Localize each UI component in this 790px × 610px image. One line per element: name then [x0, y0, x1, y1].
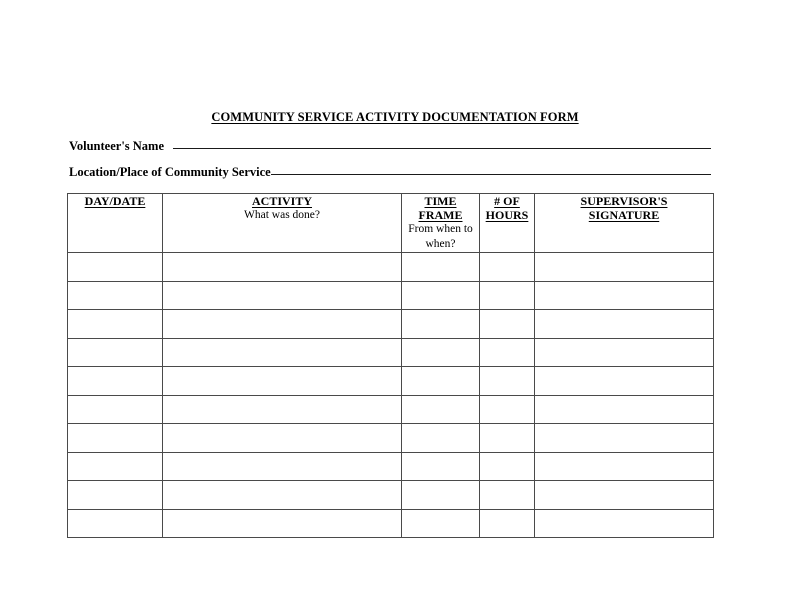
table-cell-hours[interactable] [480, 481, 535, 510]
column-header-activity-text: ACTIVITY [251, 194, 312, 208]
table-cell-hours[interactable] [480, 310, 535, 339]
table-row [68, 310, 714, 339]
table-cell-activity[interactable] [163, 281, 402, 310]
table-cell-hours[interactable] [480, 424, 535, 453]
table-row [68, 452, 714, 481]
column-header-time-frame-subtext-line1: From when to [408, 223, 473, 236]
table-cell-time-frame[interactable] [402, 253, 480, 282]
column-header-supervisor-line2: SIGNATURE [588, 208, 660, 223]
column-header-hours-line2: HOURS [485, 208, 529, 223]
column-header-day-date [68, 194, 163, 253]
column-header-time-frame-subtext-line2: when? [425, 237, 456, 250]
table-cell-day-date[interactable] [68, 481, 163, 510]
table-cell-activity[interactable] [163, 395, 402, 424]
page-title-text: COMMUNITY SERVICE ACTIVITY DOCUMENTATION FORM [211, 110, 579, 124]
activity-log-table [67, 193, 714, 538]
table-cell-hours[interactable] [480, 253, 535, 282]
column-header-supervisor-line1: SUPERVISOR'S [580, 194, 668, 208]
table-row [68, 395, 714, 424]
table-cell-time-frame[interactable] [402, 424, 480, 453]
table-cell-supervisor[interactable] [535, 424, 714, 453]
table-cell-activity[interactable] [163, 509, 402, 538]
table-row [68, 367, 714, 396]
table-cell-activity[interactable] [163, 367, 402, 396]
table-cell-day-date[interactable] [68, 424, 163, 453]
table-cell-time-frame[interactable] [402, 509, 480, 538]
table-cell-day-date[interactable] [68, 281, 163, 310]
table-cell-time-frame[interactable] [402, 281, 480, 310]
table-header-row [68, 194, 714, 253]
table-cell-supervisor[interactable] [535, 338, 714, 367]
table-cell-day-date[interactable] [68, 395, 163, 424]
table-row [68, 424, 714, 453]
field-location-input[interactable] [271, 174, 711, 175]
table-cell-supervisor[interactable] [535, 395, 714, 424]
table-cell-time-frame[interactable] [402, 367, 480, 396]
column-header-activity [163, 194, 402, 253]
table-header [68, 194, 714, 253]
table-cell-time-frame[interactable] [402, 452, 480, 481]
table-cell-day-date[interactable] [68, 338, 163, 367]
field-location-label: Location/Place of Community Service [69, 165, 271, 179]
table-cell-day-date[interactable] [68, 310, 163, 339]
field-volunteer-name-input[interactable] [173, 148, 711, 149]
table-cell-hours[interactable] [480, 338, 535, 367]
table-cell-time-frame[interactable] [402, 395, 480, 424]
table-cell-supervisor[interactable] [535, 509, 714, 538]
table-cell-activity[interactable] [163, 424, 402, 453]
table-cell-day-date[interactable] [68, 452, 163, 481]
table-cell-supervisor[interactable] [535, 481, 714, 510]
table-cell-activity[interactable] [163, 481, 402, 510]
column-header-time-frame [402, 194, 480, 253]
table-cell-hours[interactable] [480, 452, 535, 481]
column-header-hours-line1: # OF [494, 194, 520, 208]
table-cell-hours[interactable] [480, 509, 535, 538]
table-cell-supervisor[interactable] [535, 452, 714, 481]
table-cell-supervisor[interactable] [535, 281, 714, 310]
table-cell-hours[interactable] [480, 395, 535, 424]
table-row [68, 253, 714, 282]
column-header-time-frame-line1: TIME [424, 194, 457, 208]
table-cell-supervisor[interactable] [535, 367, 714, 396]
table-row [68, 481, 714, 510]
table-cell-time-frame[interactable] [402, 338, 480, 367]
table-cell-day-date[interactable] [68, 367, 163, 396]
column-header-hours [480, 194, 535, 253]
table-cell-hours[interactable] [480, 367, 535, 396]
table-body [68, 253, 714, 538]
table-cell-time-frame[interactable] [402, 310, 480, 339]
table-cell-activity[interactable] [163, 310, 402, 339]
field-volunteer-name [69, 139, 711, 154]
table-cell-day-date[interactable] [68, 253, 163, 282]
column-header-supervisor-signature [535, 194, 714, 253]
column-header-activity-subtext: What was done? [244, 209, 320, 222]
table-cell-hours[interactable] [480, 281, 535, 310]
field-volunteer-name-label: Volunteer's Name [69, 139, 165, 153]
table-cell-supervisor[interactable] [535, 253, 714, 282]
column-header-time-frame-line2: FRAME [418, 208, 463, 223]
table-cell-time-frame[interactable] [402, 481, 480, 510]
page-title [0, 110, 790, 125]
table-row [68, 281, 714, 310]
table-cell-day-date[interactable] [68, 509, 163, 538]
field-location [69, 165, 711, 180]
column-header-day-date-text: DAY/DATE [84, 194, 146, 208]
table-cell-activity[interactable] [163, 338, 402, 367]
table-cell-activity[interactable] [163, 452, 402, 481]
table-row [68, 509, 714, 538]
table-cell-supervisor[interactable] [535, 310, 714, 339]
table-row [68, 338, 714, 367]
table-cell-activity[interactable] [163, 253, 402, 282]
